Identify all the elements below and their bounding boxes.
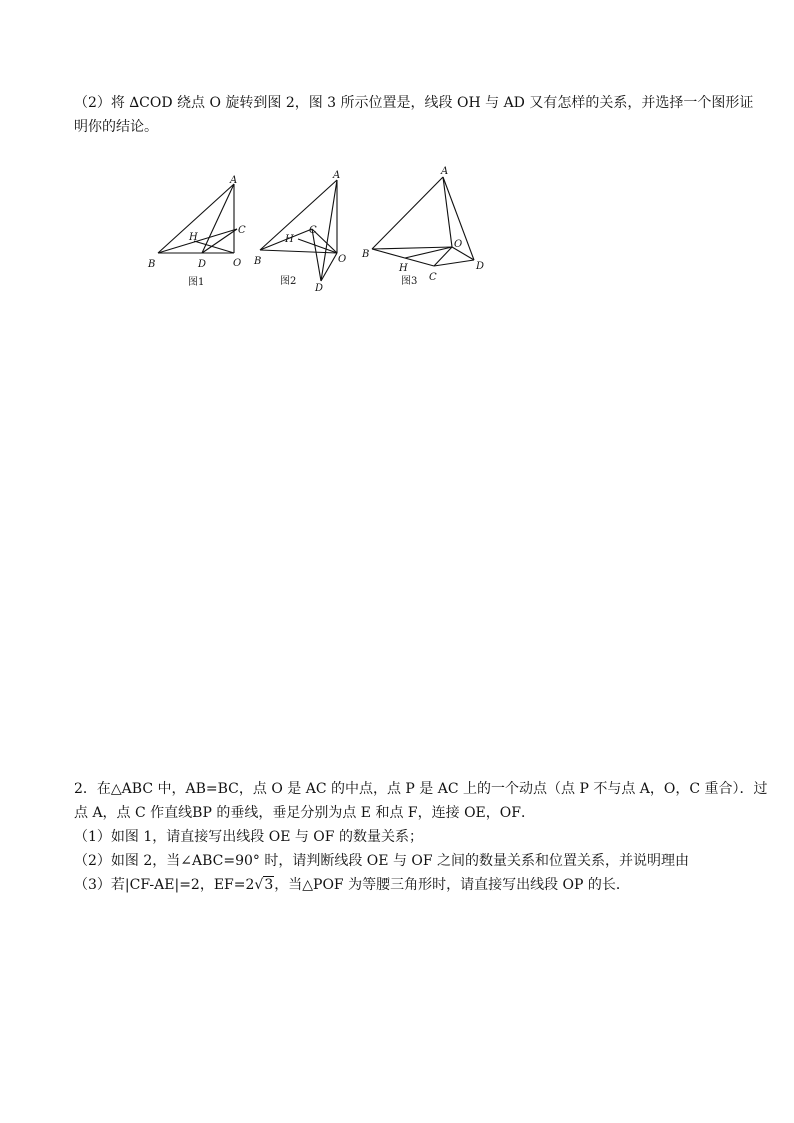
fig2-caption: 图2: [280, 276, 297, 287]
figure-1: [147, 175, 246, 288]
sqrt-symbol: √3: [254, 877, 274, 893]
fig1-caption: 图1: [188, 277, 205, 288]
fig3-caption: 图3: [401, 276, 418, 287]
q2-stem-line-2: 点 A，点 C 作直线BP 的垂线，垂足分别为点 E 和点 F，连接 OE，OF．: [74, 805, 535, 821]
q1-part2-line-2: 明你的结论。: [74, 119, 158, 135]
fig1-label-h: H: [189, 232, 198, 243]
fig1-label-b: B: [148, 259, 156, 270]
q2-stem-line-1: 2．在△ABC 中，AB=BC，点 O 是 AC 的中点，点 P 是 AC 上的一个动点（点 P 不与点 A，O，C 重合）．过: [74, 781, 768, 797]
q2-part-1: （1）如图 1，请直接写出线段 OE 与 OF 的数量关系；: [74, 829, 423, 845]
figure-2: [253, 170, 346, 293]
fig2-label-b: B: [254, 256, 262, 267]
question-2: [74, 777, 768, 897]
q1-part2-line-1: （2）将 ∆COD 绕点 O 旋转到图 2，图 3 所示位置是，线段 OH 与 AD 又有怎样的关系，并选择一个图形证: [74, 95, 754, 111]
fig2-label-c: C: [309, 225, 317, 236]
fig2-label-a: A: [333, 170, 341, 181]
fig2-label-o: O: [338, 254, 347, 265]
fig1-label-o: O: [233, 258, 242, 269]
q2-part-2: （2）如图 2，当∠ABC=90° 时，请判断线段 OE 与 OF 之间的数量关系和位置关系，并说明理由: [74, 853, 690, 869]
fig1-label-a: A: [230, 175, 238, 186]
fig3-label-o: O: [454, 239, 463, 250]
figures-svg: [140, 163, 500, 293]
fig3-label-d: D: [476, 261, 485, 272]
q2-part-3-prefix: （3）若|CF-AE|=2，EF=2: [74, 877, 255, 893]
fig3-label-a: A: [441, 166, 449, 177]
fig2-label-h: H: [285, 234, 294, 245]
fig3-label-c: C: [429, 272, 437, 283]
fig2-label-d: D: [315, 283, 324, 293]
geometry-figures: [140, 163, 500, 293]
q2-part-3: [74, 873, 744, 897]
question-1-part-2: [74, 91, 754, 139]
fig3-label-h: H: [399, 263, 408, 274]
fig1-label-d: D: [198, 259, 207, 270]
sqrt-radicand: 3: [264, 877, 274, 893]
fig1-label-c: C: [238, 225, 246, 236]
fig3-label-b: B: [362, 249, 370, 260]
figure-3: [361, 166, 484, 287]
q2-part-3-suffix: ，当△POF 为等腰三角形时，请直接写出线段 OP 的长．: [274, 877, 630, 893]
